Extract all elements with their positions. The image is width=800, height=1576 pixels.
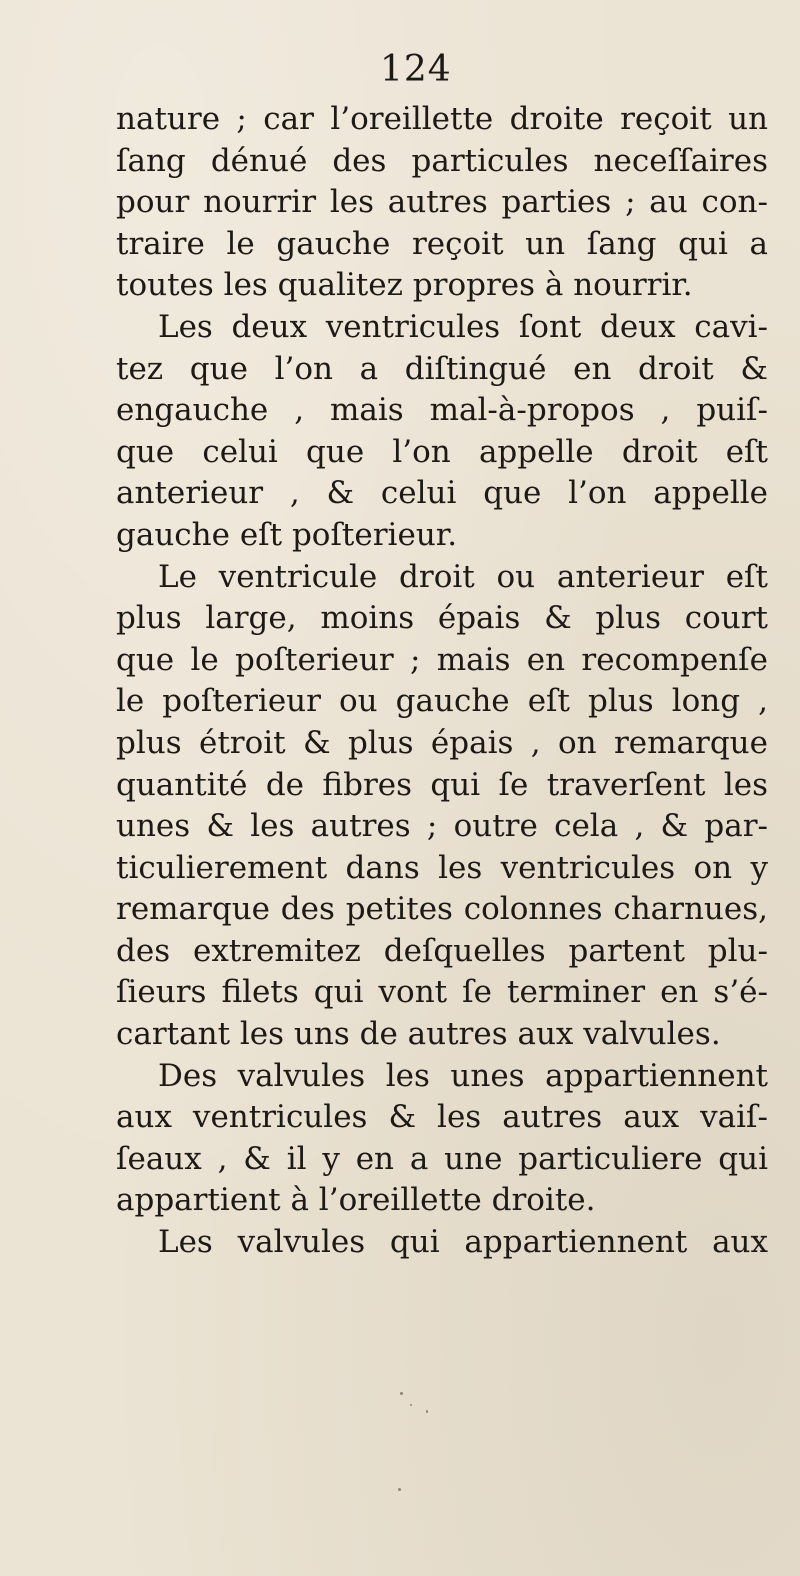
text-line: remarque des petites colonnes charnues, — [116, 891, 768, 928]
page-number: 124 — [380, 49, 452, 90]
text-line: plus étroit & plus épais , on remarque — [116, 724, 768, 761]
ink-speck — [426, 1410, 428, 1413]
paragraph-start-line: Le ventricule droit ou anterieur eſt — [158, 558, 768, 595]
text-line: ſieurs filets qui vont ſe terminer en s’é- — [116, 974, 768, 1011]
text-line: gauche eſt poſterieur. — [116, 516, 458, 553]
paragraph-start-line: Des valvules les unes appartiennent — [158, 1057, 768, 1094]
text-line: que celui que l’on appelle droit eſt — [116, 433, 768, 470]
text-line: nature ; car l’oreillette droite reçoit un — [116, 101, 768, 137]
text-line: le poſterieur ou gauche eſt plus long , — [116, 683, 768, 720]
ink-speck — [398, 1488, 401, 1491]
text-line: tez que l’on a diſtingué en droit & — [116, 350, 768, 387]
text-line: ſang dénué des particules neceſſaires — [116, 142, 768, 179]
text-line: ſeaux , & il y en a une particuliere qui — [116, 1140, 768, 1177]
text-line: pour nourrir les autres parties ; au con- — [116, 184, 768, 221]
paragraph-start-line: Les deux ventricules ſont deux cavi- — [158, 308, 768, 345]
ink-speck — [410, 1404, 412, 1406]
text-line: plus large, moins épais & plus court — [116, 600, 768, 637]
text-line: quantité de fibres qui ſe traverſent les — [116, 766, 768, 803]
ink-speck — [400, 1392, 403, 1395]
body-text — [116, 99, 768, 1264]
text-line: que le poſterieur ; mais en recompenſe — [116, 641, 768, 678]
text-line: ticulierement dans les ventricules on y — [116, 849, 768, 886]
text-line: appartient à l’oreillette droite. — [116, 1182, 596, 1219]
text-line: unes & les autres ; outre cela , & par- — [116, 808, 768, 845]
text-line: aux ventricules & les autres aux vaiſ- — [116, 1099, 768, 1136]
text-line: cartant les uns de autres aux valvules. — [116, 1016, 721, 1053]
text-line: des extremitez deſquelles partent plu- — [116, 932, 768, 969]
text-line: traire le gauche reçoit un ſang qui a — [116, 225, 768, 262]
text-line: engauche , mais mal-à-propos , puiſ- — [116, 392, 768, 429]
text-line: toutes les qualitez propres à nourrir. — [116, 267, 693, 304]
paragraph-start-line: Les valvules qui appartiennent aux — [158, 1224, 768, 1261]
text-line: anterieur , & celui que l’on appelle — [116, 475, 768, 512]
